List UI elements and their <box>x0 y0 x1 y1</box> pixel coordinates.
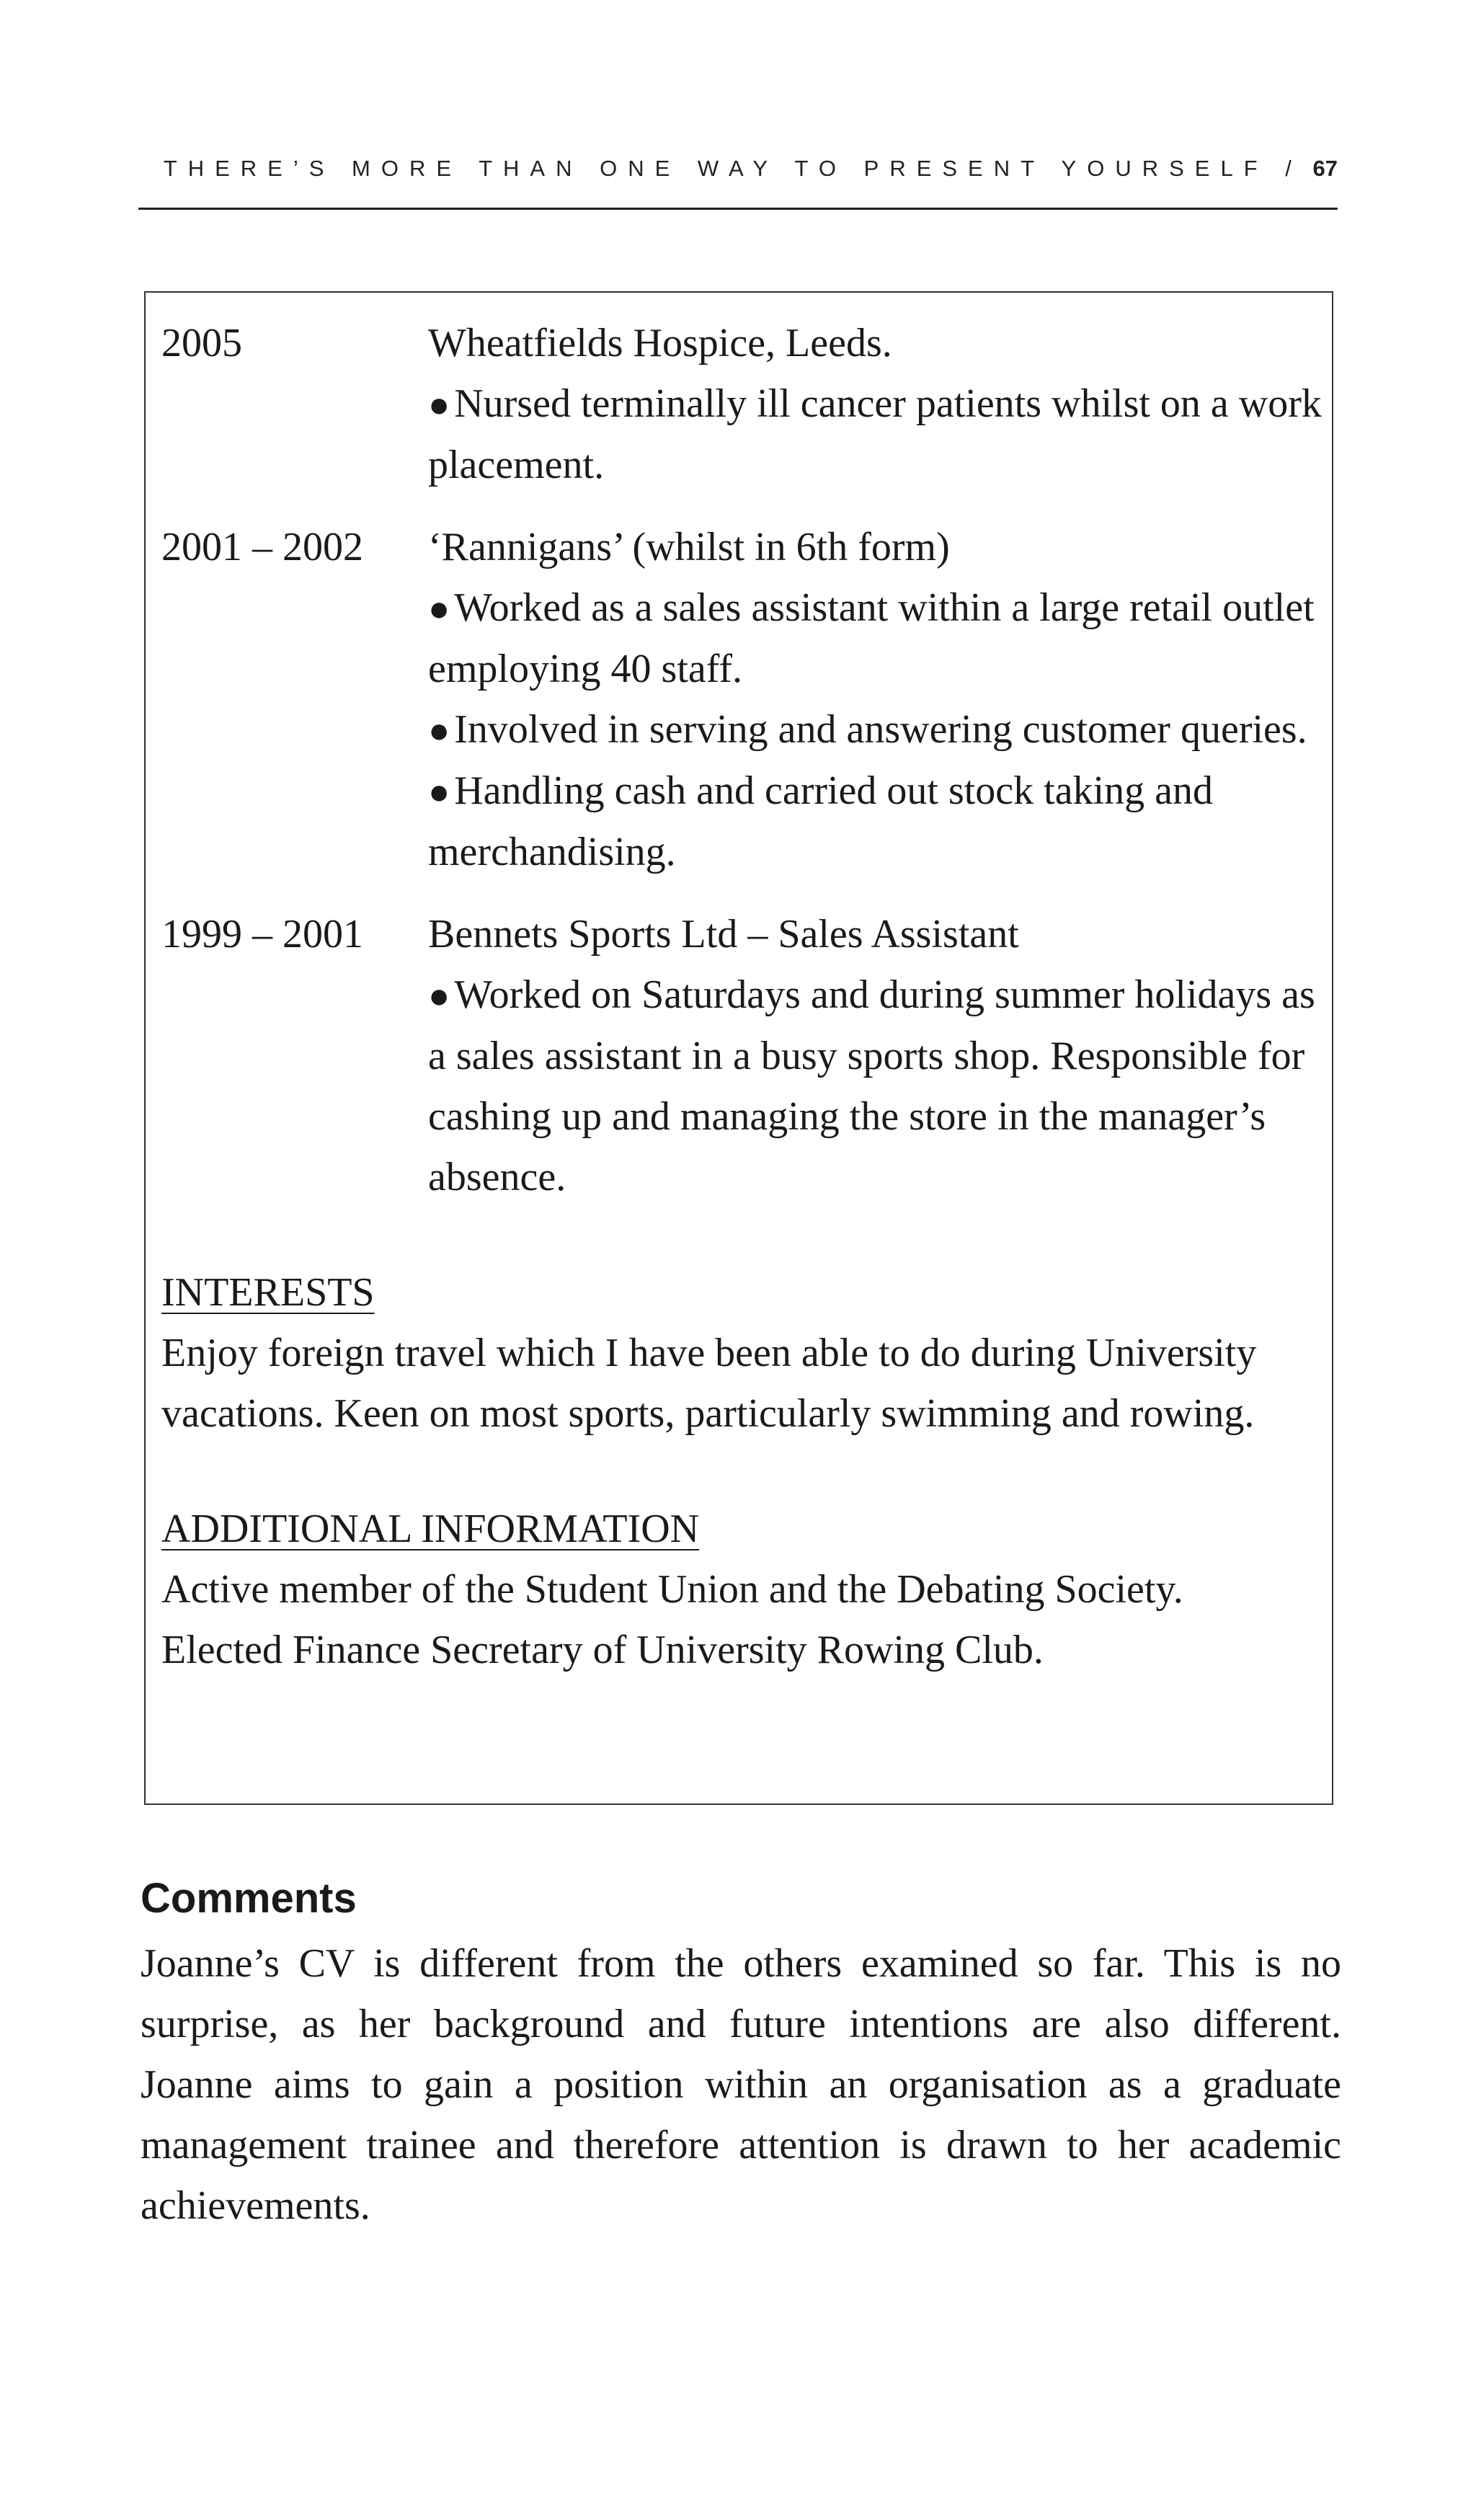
bullet-text: Worked as a sales assistant within a large retail outlet employing 40 staff. <box>428 585 1315 691</box>
experience-entry <box>161 313 1332 495</box>
entry-bullet <box>428 760 1322 882</box>
page-number: 67 <box>1312 156 1338 181</box>
experience-entry <box>161 517 1332 882</box>
entry-body <box>428 517 1322 882</box>
additional-information-section <box>161 1499 1332 1680</box>
entry-bullet <box>428 577 1322 699</box>
entry-title: Bennets Sports Ltd – Sales Assistant <box>428 912 1019 957</box>
experience-entry <box>161 904 1332 1207</box>
entry-bullet <box>428 373 1322 495</box>
additional-information-line: Elected Finance Secretary of University Rowing Club. <box>161 1628 1044 1672</box>
bullet-dot-icon: ● <box>428 588 450 629</box>
running-head-title: THERE’S MORE THAN ONE WAY TO PRESENT YOURSELF <box>163 156 1268 181</box>
entry-date: 1999 – 2001 <box>161 912 363 957</box>
entry-date: 2001 – 2002 <box>161 525 363 569</box>
interests-text: Enjoy foreign travel which I have been able to do during University vacations. Keen on most sports, particularly swimming and rowing. <box>161 1331 1257 1436</box>
cv-excerpt-box <box>144 291 1333 1805</box>
header-rule <box>138 208 1338 210</box>
bullet-dot-icon: ● <box>428 771 450 812</box>
entry-title: ‘Rannigans’ (whilst in 6th form) <box>428 525 950 569</box>
running-head-separator: / <box>1285 156 1296 181</box>
entry-body <box>428 313 1322 495</box>
running-head <box>138 156 1338 182</box>
comments-heading: Comments <box>141 1875 357 1922</box>
entry-bullet <box>428 699 1322 760</box>
entry-body <box>428 904 1322 1207</box>
bullet-text: Worked on Saturdays and during summer holidays as a sales assistant in a busy sports shop. Responsible for cashing up and managing the store in the manager’s absence. <box>428 972 1315 1199</box>
bullet-text: Handling cash and carried out stock taking and merchandising. <box>428 768 1213 874</box>
bullet-dot-icon: ● <box>428 975 450 1016</box>
entry-bullet <box>428 964 1322 1207</box>
entry-title: Wheatfields Hospice, Leeds. <box>428 321 892 365</box>
additional-information-line: Active member of the Student Union and the Debating Society. <box>161 1567 1183 1612</box>
additional-information-heading: ADDITIONAL INFORMATION <box>161 1507 700 1551</box>
bullet-dot-icon: ● <box>428 384 450 425</box>
interests-heading: INTERESTS <box>161 1270 375 1315</box>
bullet-text: Involved in serving and answering customer queries. <box>454 707 1307 752</box>
entry-date: 2005 <box>161 321 242 365</box>
bullet-text: Nursed terminally ill cancer patients whilst on a work placement. <box>428 381 1322 487</box>
bullet-dot-icon: ● <box>428 710 450 750</box>
comments-text: Joanne’s CV is different from the others examined so far. This is no surprise, as her background and future intentions are also different. Joanne aims to gain a position within an organisation as a graduate management trainee and therefore attention is drawn to her academic achievements. <box>141 1941 1341 2228</box>
interests-section <box>161 1262 1332 1444</box>
